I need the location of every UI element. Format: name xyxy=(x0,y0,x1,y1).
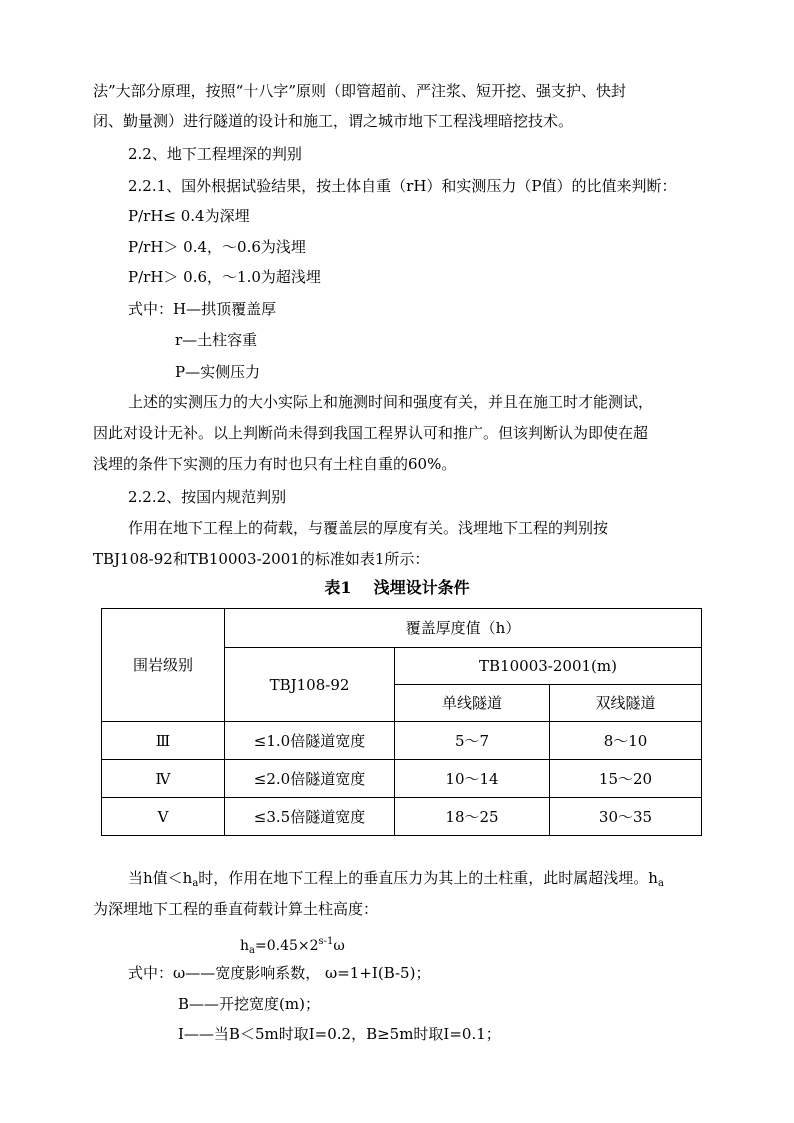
superscript: s-1 xyxy=(318,936,334,947)
cell-grade: Ⅳ xyxy=(102,760,225,798)
paragraph-line: 法”大部分原理，按照“十八字”原则（即管超前、严注浆、短开挖、强支护、快封 xyxy=(93,82,627,100)
header-tb10003: TB10003-2001(m) xyxy=(395,648,702,685)
definition-line: B——开挖宽度(m)； xyxy=(178,995,320,1013)
table-title xyxy=(0,577,794,599)
table-row xyxy=(102,798,702,836)
paragraph-line: 为深埋地下工程的垂直荷载计算土柱高度： xyxy=(93,900,379,918)
definition-line: r—土柱容重 xyxy=(175,331,258,349)
cell-double: 8～10 xyxy=(550,722,702,760)
text-run: 时，作用在地下工程上的垂直压力为其上的土柱重，此时属超浅埋。h xyxy=(198,869,658,887)
cell-double: 30～35 xyxy=(550,798,702,836)
subscript: a xyxy=(657,878,664,889)
definition-line: I——当B＜5m时取I=0.2，B≥5m时取I=0.1； xyxy=(178,1025,501,1043)
header-cover-thickness: 覆盖厚度值（h） xyxy=(225,609,702,648)
paragraph-line: 上述的实测压力的大小实际上和施测时间和强度有关，并且在施工时才能测试， xyxy=(128,393,654,411)
text-run: =0.45×2 xyxy=(255,938,319,954)
condition-line: P/rH＞ 0.6，～1.0为超浅埋 xyxy=(128,268,321,286)
table-row xyxy=(102,722,702,760)
subsection-heading: 2.2.1、国外根据试验结果，按土体自重（rH）和实测压力（P值）的比值来判断： xyxy=(128,177,677,195)
paragraph-line: TBJ108-92和TB10003-2001的标准如表1所示： xyxy=(93,550,430,568)
subscript: a xyxy=(249,945,255,956)
cell-double: 15～20 xyxy=(550,760,702,798)
subsection-heading: 2.2.2、按国内规范判别 xyxy=(128,488,287,506)
shallow-burial-table xyxy=(101,608,702,836)
cell-grade: Ⅴ xyxy=(102,798,225,836)
cell-single: 18～25 xyxy=(395,798,550,836)
header-single-tunnel: 单线隧道 xyxy=(395,685,550,722)
header-rock-grade: 围岩级别 xyxy=(102,609,225,722)
text-run: ω xyxy=(333,938,345,954)
condition-line: P/rH＞ 0.4，～0.6为浅埋 xyxy=(128,238,306,256)
paragraph-line: 浅埋的条件下实测的压力有时也只有土柱自重的60%。 xyxy=(93,455,457,473)
condition-line: P/rH≤ 0.4为深埋 xyxy=(128,207,250,225)
formula xyxy=(240,932,345,961)
definition-line: 式中：H—拱顶覆盖厚 xyxy=(128,300,277,318)
definition-line: 式中：ω——宽度影响系数， ω=1+I(B-5)； xyxy=(128,964,431,982)
table-number: 表1 xyxy=(324,578,352,597)
table-caption: 浅埋设计条件 xyxy=(373,578,470,597)
subscript: a xyxy=(192,878,199,889)
section-heading: 2.2、地下工程埋深的判别 xyxy=(128,145,302,163)
paragraph-line: 作用在地下工程上的荷载，与覆盖层的厚度有关。浅埋地下工程的判别按 xyxy=(128,519,609,537)
header-tbj108: TBJ108-92 xyxy=(225,648,395,722)
definition-line: P—实侧压力 xyxy=(175,363,261,381)
cell-tbj: ≤3.5倍隧道宽度 xyxy=(225,798,395,836)
text-run: 当h值＜h xyxy=(128,869,193,887)
cell-tbj: ≤1.0倍隧道宽度 xyxy=(225,722,395,760)
cell-single: 10～14 xyxy=(395,760,550,798)
table-row xyxy=(102,760,702,798)
text-run: h xyxy=(240,938,250,954)
header-double-tunnel: 双线隧道 xyxy=(550,685,702,722)
cell-tbj: ≤2.0倍隧道宽度 xyxy=(225,760,395,798)
cell-single: 5～7 xyxy=(395,722,550,760)
paragraph-line xyxy=(128,868,664,894)
cell-grade: Ⅲ xyxy=(102,722,225,760)
paragraph-line: 闭、勤量测）进行隧道的设计和施工，谓之城市地下工程浅埋暗挖技术。 xyxy=(93,112,574,130)
paragraph-line: 因此对设计无补。以上判断尚未得到我国工程界认可和推广。但该判断认为即使在超 xyxy=(93,424,649,442)
